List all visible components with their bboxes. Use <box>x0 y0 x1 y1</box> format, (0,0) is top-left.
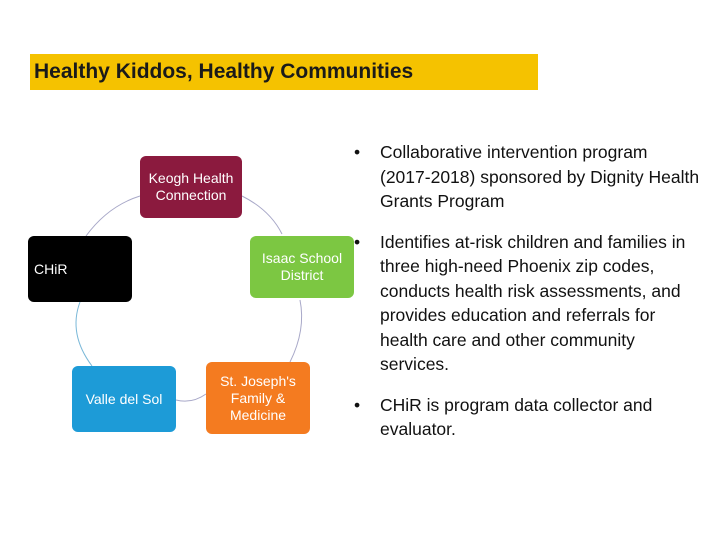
bullet-marker: • <box>354 142 361 162</box>
node-valle-label: Valle del Sol <box>85 390 163 407</box>
slide-title: Healthy Kiddos, Healthy Communities <box>30 54 538 90</box>
bullet-marker: • <box>354 231 361 252</box>
arc-chir-keogh <box>86 196 140 236</box>
bullet-text: CHiR is program data collector and evaluator. <box>380 394 653 439</box>
bullet-list <box>352 140 702 458</box>
node-valle-del-sol[interactable] <box>72 366 176 432</box>
bullet-item <box>352 230 702 377</box>
arc-isaac-stjoseph <box>290 300 302 362</box>
node-keogh-health-connection[interactable] <box>140 156 242 218</box>
bullet-item <box>352 393 702 442</box>
node-chir[interactable] <box>28 236 132 302</box>
bullet-item <box>352 140 702 214</box>
bullet-text: Collaborative intervention program (2017-2018) sponsored by Dignity Health Grants Program <box>380 142 700 211</box>
arc-stjoseph-valle <box>176 394 206 401</box>
arc-keogh-isaac <box>242 196 282 234</box>
node-keogh-label: Keogh Health Connection <box>148 170 234 203</box>
node-stjoseph-label: St. Joseph's Family & Medicine <box>220 372 296 423</box>
node-isaac-school-district[interactable] <box>250 236 354 298</box>
bullet-marker: • <box>354 394 361 415</box>
node-isaac-label: Isaac School District <box>261 250 343 283</box>
bullet-text: Identifies at-risk children and families in three high-need Phoenix zip codes, conducts health risk assessments, and provides education and referrals for health care and other community services. <box>380 231 686 374</box>
node-st-josephs-family-medicine[interactable] <box>206 362 310 434</box>
arc-valle-chir <box>76 302 92 366</box>
node-chir-label: CHiR <box>34 260 68 277</box>
